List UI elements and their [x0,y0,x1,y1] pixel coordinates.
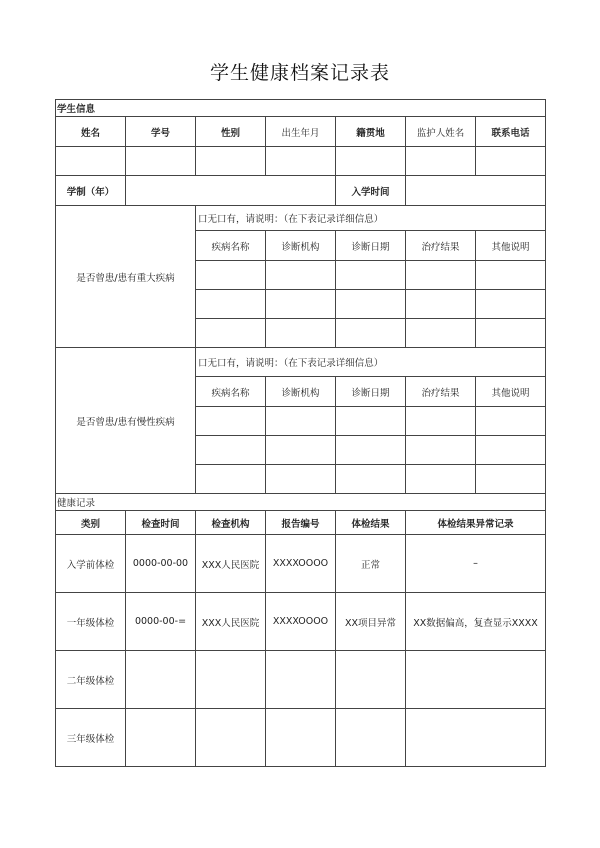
chronic-disease-prompt: 口无口有，请说明：（在下表记录详细信息） [196,348,546,377]
birth-date-header: 出生年月 [266,117,336,147]
chronic-disease-cell[interactable] [476,407,546,436]
record-institution[interactable]: XXX人民医院 [196,593,266,651]
guardian-name-field[interactable] [406,147,476,176]
exam-institution-header: 检查机构 [196,511,266,535]
record-category: 二年级体检 [56,651,126,709]
major-disease-cell[interactable] [476,261,546,290]
schooling-label: 学制（年） [56,176,126,206]
record-category: 三年级体检 [56,709,126,767]
major-disease-cell[interactable] [476,319,546,348]
record-category: 一年级体检 [56,593,126,651]
major-disease-name-header: 疾病名称 [196,231,266,261]
chronic-disease-cell[interactable] [196,465,266,494]
chronic-disease-cell[interactable] [336,465,406,494]
record-result[interactable] [336,651,406,709]
chronic-disease-cell[interactable] [196,436,266,465]
record-report-number[interactable]: XXXXOOOO [266,535,336,593]
health-records-header-row [56,511,546,535]
record-category: 入学前体检 [56,535,126,593]
native-place-field[interactable] [336,147,406,176]
record-institution[interactable]: XXX人民医院 [196,535,266,593]
record-exam-date[interactable]: 0000-00-00 [126,535,196,593]
major-disease-result-header: 治疗结果 [406,231,476,261]
name-header: 姓名 [56,117,126,147]
chronic-disease-date-header: 诊断日期 [336,377,406,407]
chronic-disease-other-header: 其他说明 [476,377,546,407]
major-disease-cell[interactable] [406,290,476,319]
record-report-number[interactable] [266,651,336,709]
chronic-disease-name-header: 疾病名称 [196,377,266,407]
major-disease-prompt-row [56,206,546,231]
record-result[interactable]: XX项目异常 [336,593,406,651]
health-record-row [56,709,546,767]
chronic-disease-cell[interactable] [406,465,476,494]
category-header: 类别 [56,511,126,535]
major-disease-label: 是否曾患/患有重大疾病 [56,206,196,348]
major-disease-prompt: 口无口有，请说明：（在下表记录详细信息） [196,206,546,231]
record-institution[interactable] [196,651,266,709]
page-title: 学生健康档案记录表 [209,62,390,84]
major-disease-cell[interactable] [336,319,406,348]
major-disease-cell[interactable] [406,261,476,290]
record-report-number[interactable]: XXXXOOOO [266,593,336,651]
record-institution[interactable] [196,709,266,767]
student-id-header: 学号 [126,117,196,147]
chronic-disease-cell[interactable] [266,465,336,494]
health-records-section-row [56,494,546,511]
major-disease-cell[interactable] [406,319,476,348]
record-report-number[interactable] [266,709,336,767]
native-place-header: 籍贯地 [336,117,406,147]
record-abnormal-note[interactable] [406,651,546,709]
chronic-disease-institution-header: 诊断机构 [266,377,336,407]
chronic-disease-cell[interactable] [406,407,476,436]
abnormal-record-header: 体检结果异常记录 [406,511,546,535]
phone-header: 联系电话 [476,117,546,147]
exam-result-header: 体检结果 [336,511,406,535]
schooling-row [56,176,546,206]
birth-date-field[interactable] [266,147,336,176]
chronic-disease-cell[interactable] [196,407,266,436]
major-disease-cell[interactable] [196,319,266,348]
chronic-disease-label: 是否曾患/患有慢性疾病 [56,348,196,494]
enrollment-label: 入学时间 [336,176,406,206]
enrollment-field[interactable] [406,176,546,206]
major-disease-cell[interactable] [266,319,336,348]
record-exam-date[interactable] [126,651,196,709]
major-disease-cell[interactable] [266,261,336,290]
major-disease-date-header: 诊断日期 [336,231,406,261]
student-info-header-row [56,117,546,147]
record-result[interactable] [336,709,406,767]
major-disease-cell[interactable] [196,261,266,290]
major-disease-other-header: 其他说明 [476,231,546,261]
record-exam-date[interactable] [126,709,196,767]
major-disease-cell[interactable] [266,290,336,319]
health-record-row [56,593,546,651]
chronic-disease-cell[interactable] [266,436,336,465]
name-field[interactable] [56,147,126,176]
report-number-header: 报告编号 [266,511,336,535]
record-exam-date[interactable]: 0000-00-= [126,593,196,651]
student-id-field[interactable] [126,147,196,176]
chronic-disease-cell[interactable] [476,436,546,465]
student-info-section-label: 学生信息 [56,100,546,117]
chronic-disease-cell[interactable] [266,407,336,436]
student-info-value-row [56,147,546,176]
major-disease-cell[interactable] [336,290,406,319]
record-abnormal-note[interactable]: XX数据偏高，复查显示XXXX [406,593,546,651]
gender-field[interactable] [196,147,266,176]
exam-date-header: 检查时间 [126,511,196,535]
health-records-section-label: 健康记录 [56,494,546,511]
chronic-disease-result-header: 治疗结果 [406,377,476,407]
health-record-row [56,651,546,709]
chronic-disease-cell[interactable] [476,465,546,494]
student-info-section-row [56,100,546,117]
major-disease-cell[interactable] [196,290,266,319]
guardian-name-header: 监护人姓名 [406,117,476,147]
schooling-field[interactable] [126,176,336,206]
gender-header: 性别 [196,117,266,147]
chronic-disease-cell[interactable] [336,407,406,436]
record-abnormal-note[interactable]: – [406,535,546,593]
chronic-disease-cell[interactable] [406,436,476,465]
phone-field[interactable] [476,147,546,176]
major-disease-institution-header: 诊断机构 [266,231,336,261]
chronic-disease-cell[interactable] [336,436,406,465]
record-result[interactable]: 正常 [336,535,406,593]
chronic-disease-prompt-row [56,348,546,377]
health-record-row [56,535,546,593]
health-record-form [55,99,546,767]
major-disease-cell[interactable] [336,261,406,290]
record-abnormal-note[interactable] [406,709,546,767]
major-disease-cell[interactable] [476,290,546,319]
